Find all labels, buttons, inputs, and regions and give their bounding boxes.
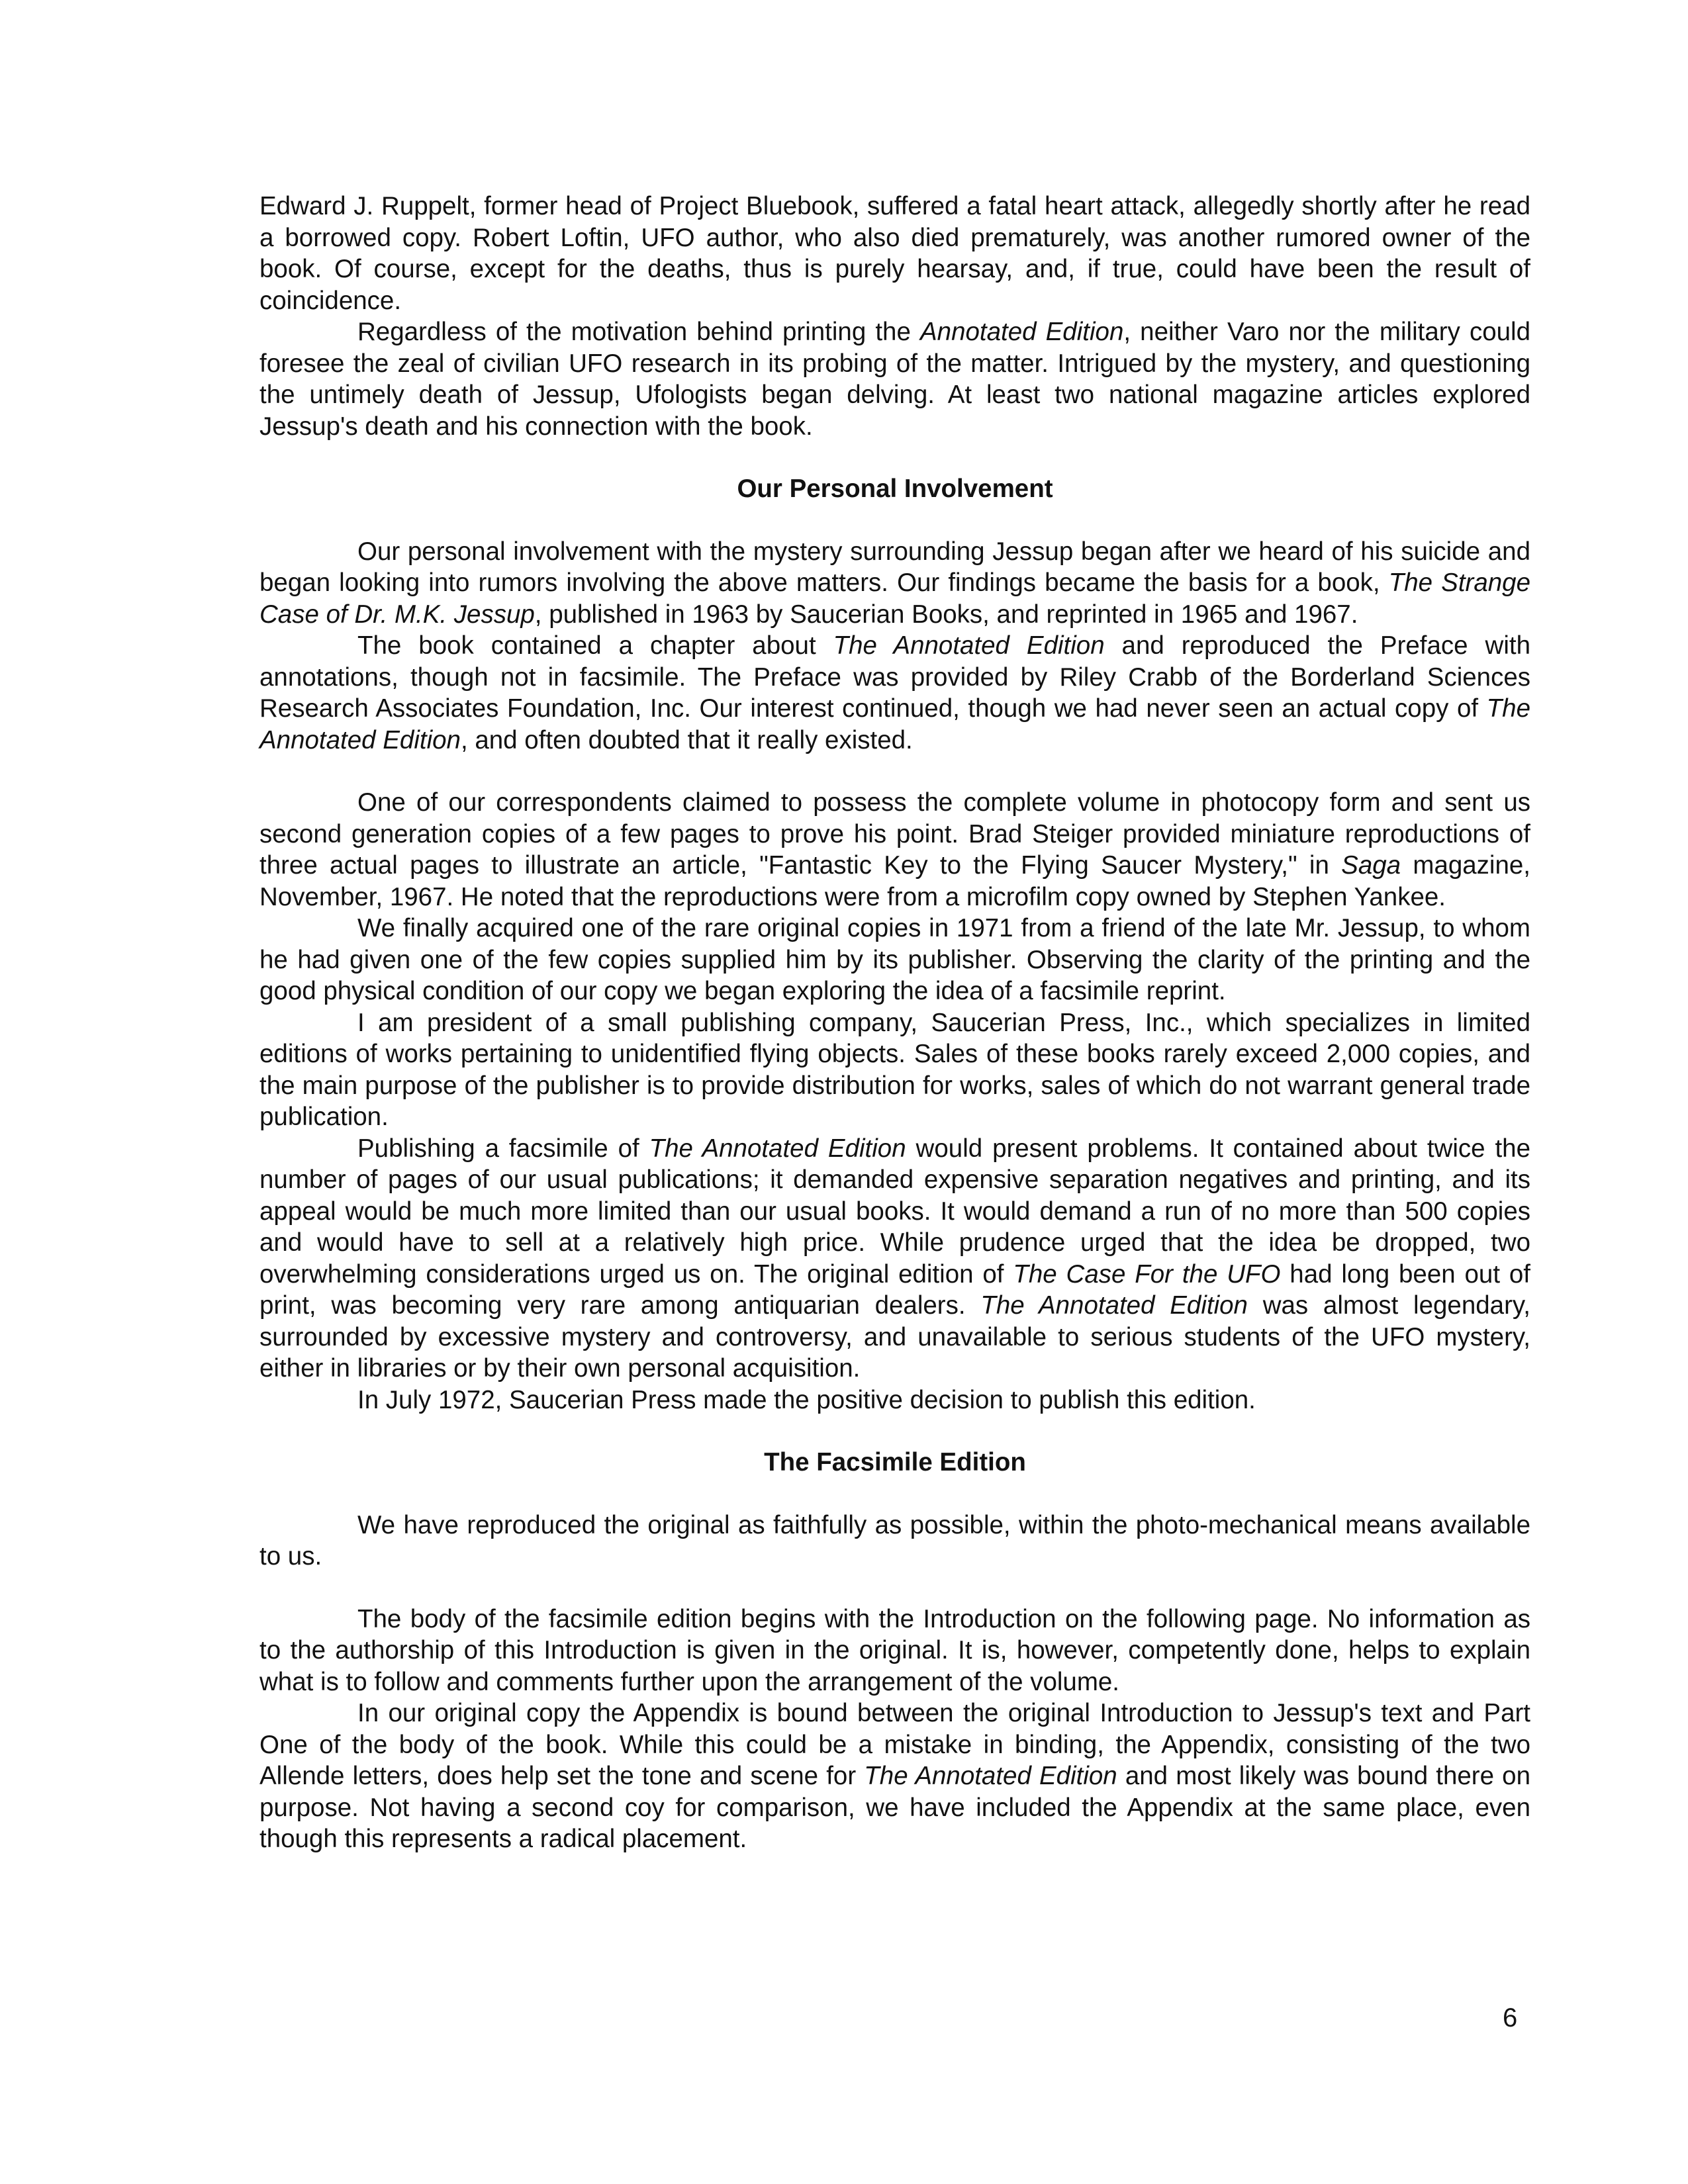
section-heading-personal-involvement: Our Personal Involvement	[737, 475, 1053, 503]
paragraph-introduction: The body of the facsimile edition begins with the Introduction on the following page. No information as to the authorship of this Introduction is given in the original. It is, however, competently done, helps to explain what is to follow and comments further upon the arrangement of the volume.	[259, 1604, 1530, 1696]
italic-title: Saga	[1341, 851, 1401, 880]
document-page	[259, 191, 1530, 1855]
italic-title: The Annotated Edition	[833, 631, 1105, 660]
paragraph-appendix: In our original copy the Appendix is bound between the original Introduction to Jessup's text and Part One of the body of the book. While this could be a mistake in binding, the Appendix, consisting of the two Allende letters, does help set the tone and scene for The Annotated Edition and most likely was bound there on purpose. Not having a second coy for comparison, we have included the Appendix at the same place, even though this represents a radical placement.	[259, 1699, 1530, 1853]
italic-title: The Annotated Edition	[864, 1762, 1117, 1790]
paragraph-book-chapter: The book contained a chapter about The Annotated Edition and reproduced the Preface with annotations, though not in facsimile. The Preface was provided by Riley Crabb of the Borderland Sciences Research Associates Foundation, Inc. Our interest continued, though we had never seen an actual copy of The Annotated Edition, and often doubted that it really existed.	[259, 631, 1530, 754]
paragraph-annotated-motivation: Regardless of the motivation behind printing the Annotated Edition, neither Varo nor the military could foresee the zeal of civilian UFO research in its probing of the matter. Intrigued by the mystery, and questioning the untimely death of Jessup, Ufologists began delving. At least two national magazine articles explored Jessup's death and his connection with the book.	[259, 318, 1530, 441]
section-heading-facsimile-edition: The Facsimile Edition	[764, 1448, 1026, 1477]
italic-title: The Annotated Edition	[649, 1134, 906, 1163]
paragraph-acquired-copy: We finally acquired one of the rare original copies in 1971 from a friend of the late Mr. Jessup, to whom he had given one of the few copies supplied him by its publisher. Observing the clarity of the printing and the good physical condition of our copy we began exploring the idea of a facsimile reprint.	[259, 914, 1530, 1005]
italic-title: Annotated Edition	[919, 318, 1124, 346]
paragraph-ruppelt: Edward J. Ruppelt, former head of Project Bluebook, suffered a fatal heart attack, allegedly shortly after he read a borrowed copy. Robert Loftin, UFO author, who also died prematurely, was another rumored owner of the book. Of course, except for the deaths, thus is purely hearsay, and, if true, could have been the result of coincidence.	[259, 192, 1530, 315]
italic-title: The Annotated Edition	[259, 694, 1530, 754]
italic-title: The Strange Case of Dr. M.K. Jessup	[259, 569, 1530, 629]
italic-title: The Annotated Edition	[980, 1291, 1248, 1320]
paragraph-correspondents: One of our correspondents claimed to possess the complete volume in photocopy form and sent us second generation copies of a few pages to prove his point. Brad Steiger provided miniature reproductions of three actual pages to illustrate an article, "Fantastic Key to the Flying Saucer Mystery," in Saga magazine, November, 1967. He noted that the reproductions were from a microfilm copy owned by Stephen Yankee.	[259, 788, 1530, 911]
paragraph-decision: In July 1972, Saucerian Press made the positive decision to publish this edition.	[357, 1385, 1256, 1414]
paragraph-saucerian-press: I am president of a small publishing company, Saucerian Press, Inc., which specializes in limited editions of works pertaining to unidentified flying objects. Sales of these books rarely exceed 2,000 copies, and the main purpose of the publisher is to provide distribution for works, sales of which do not warrant general trade publication.	[259, 1008, 1530, 1131]
paragraph-publishing-problems: Publishing a facsimile of The Annotated Edition would present problems. It contained about twice the number of pages of our usual publications; it demanded expensive separation negatives and printing, and its appeal would be much more limited than our usual books. It would demand a run of no more than 500 copies and would have to sell at a relatively high price. While prudence urged that the idea be dropped, two overwhelming considerations urged us on. The original edition of The Case For the UFO had long been out of print, was becoming very rare among antiquarian dealers. The Annotated Edition was almost legendary, surrounded by excessive mystery and controversy, and unavailable to serious students of the UFO mystery, either in libraries or by their own personal acquisition.	[259, 1134, 1530, 1383]
paragraph-personal-involvement: Our personal involvement with the mystery surrounding Jessup began after we heard of his suicide and began looking into rumors involving the above matters. Our findings became the basis for a book, The Strange Case of Dr. M.K. Jessup, published in 1963 by Saucerian Books, and reprinted in 1965 and 1967.	[259, 537, 1530, 629]
paragraph-reproduced: We have reproduced the original as faithfully as possible, within the photo-mechanical means available to us.	[259, 1510, 1530, 1570]
page-number: 6	[1503, 2003, 1518, 2032]
italic-title: The Case For the UFO	[1013, 1259, 1281, 1289]
